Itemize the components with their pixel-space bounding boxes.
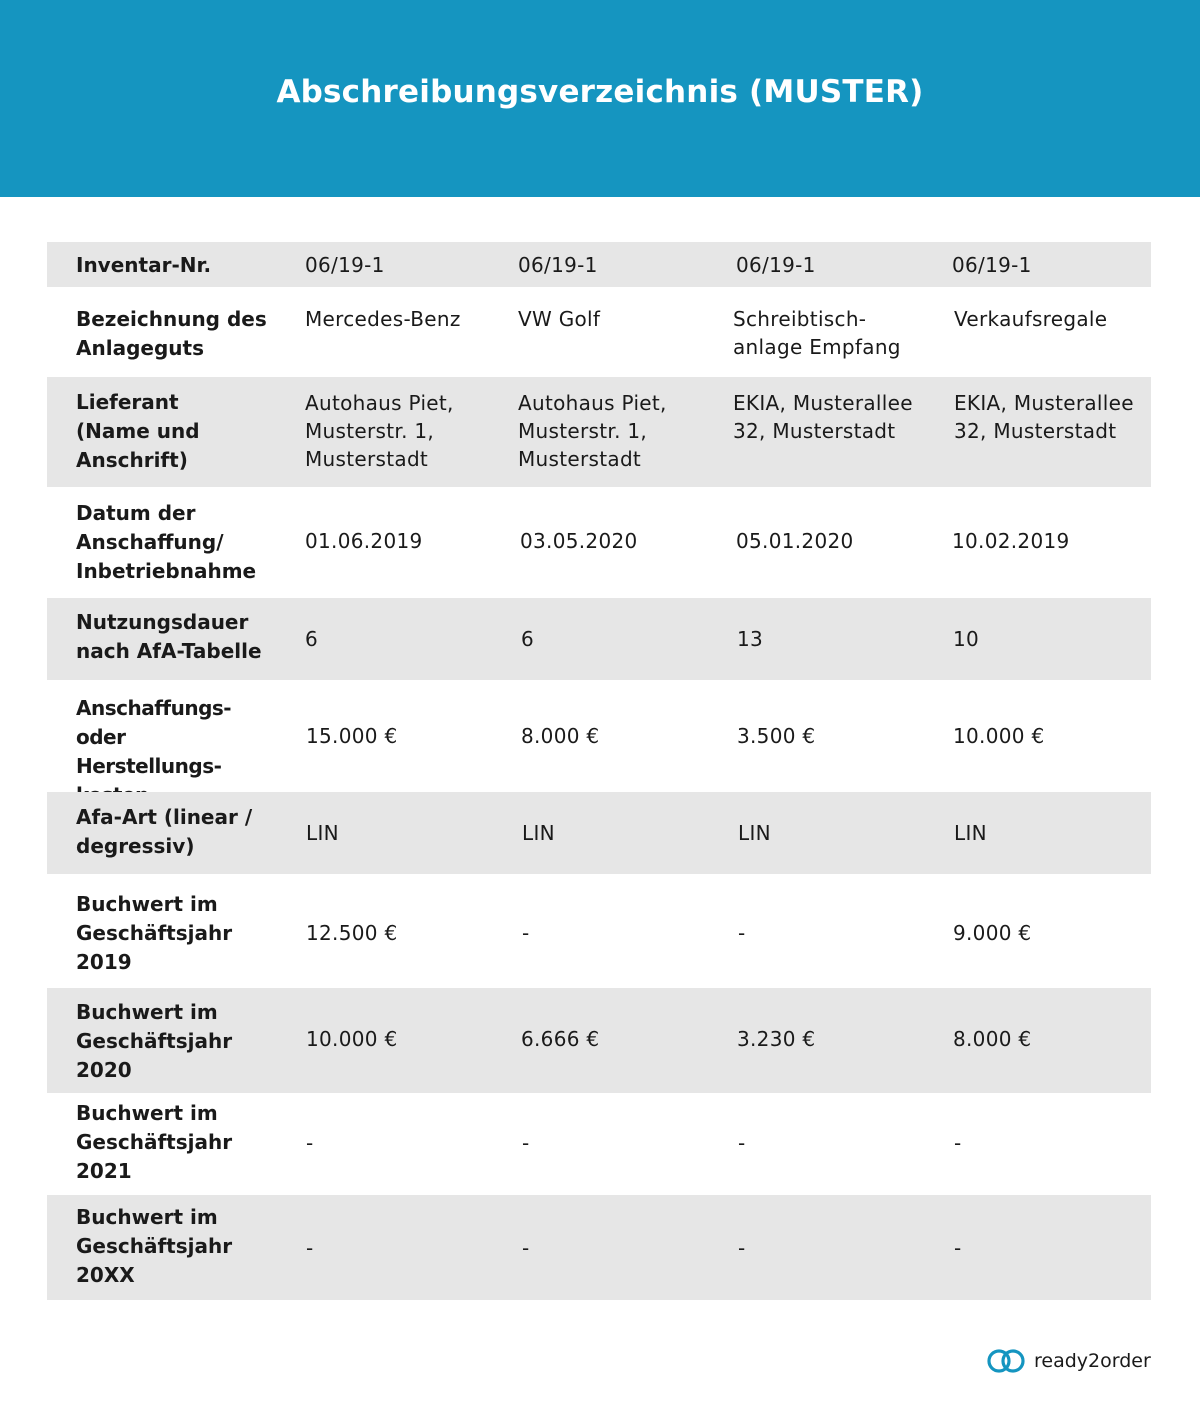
row-label: Lieferant (Name und Anschrift) — [76, 390, 200, 472]
table-cell: 13 — [737, 627, 764, 651]
table-cell: EKIA, Musterallee 32, Musterstadt — [954, 391, 1134, 443]
table-row — [47, 287, 1151, 377]
table-cell: 06/19-1 — [952, 253, 1032, 277]
table-cell: 10.000 € — [953, 724, 1045, 748]
row-label: Nutzungsdauer nach AfA-Tabelle — [76, 610, 262, 663]
table-cell: Autohaus Piet, Musterstr. 1, Musterstadt — [518, 391, 667, 471]
table-row — [47, 1195, 1151, 1300]
table-row — [47, 242, 1151, 287]
table-cell: LIN — [306, 821, 339, 845]
row-label: Datum der Anschaffung/ Inbetriebnahme — [76, 501, 257, 583]
brand-logo — [986, 1344, 1151, 1378]
table-cell: 6 — [521, 627, 535, 651]
table-cell: LIN — [954, 821, 987, 845]
table-cell: 06/19-1 — [736, 253, 816, 277]
table-cell: LIN — [738, 821, 771, 845]
table-cell: LIN — [522, 821, 555, 845]
table-cell: - — [522, 921, 530, 945]
table-cell: - — [738, 1131, 746, 1155]
table-row — [47, 792, 1151, 874]
page-title: Abschreibungsverzeichnis (MUSTER) — [276, 74, 924, 110]
row-label: Buchwert im Geschäftsjahr 2019 — [76, 892, 233, 974]
table-cell: 10.000 € — [306, 1027, 398, 1051]
table-cell: 01.06.2019 — [305, 529, 423, 553]
table-cell: 06/19-1 — [305, 253, 385, 277]
table-row — [47, 874, 1151, 988]
table-cell: 05.01.2020 — [736, 529, 854, 553]
row-label: Buchwert im Geschäftsjahr 20XX — [76, 1205, 233, 1287]
ready2order-logo-icon — [986, 1346, 1026, 1376]
table-cell: Verkaufsregale — [954, 307, 1108, 331]
table-row — [47, 988, 1151, 1093]
row-label: Bezeichnung des Anlageguts — [76, 307, 267, 360]
table-row — [47, 598, 1151, 680]
table-cell: Autohaus Piet, Musterstr. 1, Musterstadt — [305, 391, 454, 471]
table-cell: - — [522, 1236, 530, 1260]
table-cell: 03.05.2020 — [520, 529, 638, 553]
table-cell: - — [738, 921, 746, 945]
table-cell: 12.500 € — [306, 921, 398, 945]
row-label: Anschaffungs- oder Herstellungs- — [76, 696, 232, 778]
table-cell: VW Golf — [518, 307, 601, 331]
table-cell: 10.02.2019 — [952, 529, 1070, 553]
row-label: Inventar-Nr. — [76, 253, 212, 277]
table-row — [47, 1093, 1151, 1195]
table-cell: - — [306, 1236, 314, 1260]
row-label: Afa-Art (linear / degressiv) — [76, 805, 253, 858]
row-label: Buchwert im Geschäftsjahr 2021 — [76, 1101, 233, 1183]
table-cell: - — [306, 1131, 314, 1155]
table-cell: 10 — [953, 627, 980, 651]
table-cell: 3.230 € — [737, 1027, 816, 1051]
table-cell: 8.000 € — [953, 1027, 1032, 1051]
table-cell: - — [522, 1131, 530, 1155]
table-cell: 6 — [305, 627, 319, 651]
table-cell: 15.000 € — [306, 724, 398, 748]
table-cell: 06/19-1 — [518, 253, 598, 277]
table-cell: - — [954, 1131, 962, 1155]
row-label: Buchwert im Geschäftsjahr 2020 — [76, 1000, 233, 1082]
table-cell: 3.500 € — [737, 724, 816, 748]
table-row — [47, 487, 1151, 598]
table-cell: - — [954, 1236, 962, 1260]
brand-name: ready2order — [1034, 1350, 1151, 1372]
depreciation-table — [47, 242, 1151, 1300]
table-cell: 8.000 € — [521, 724, 600, 748]
table-cell: Mercedes-Benz — [305, 307, 461, 331]
table-cell: 9.000 € — [953, 921, 1032, 945]
table-cell: EKIA, Musterallee 32, Musterstadt — [733, 391, 913, 443]
table-row — [47, 680, 1151, 792]
table-row — [47, 377, 1151, 487]
table-cell: - — [738, 1236, 746, 1260]
table-cell: 6.666 € — [521, 1027, 600, 1051]
header-banner — [0, 0, 1200, 197]
table-cell: Schreibtisch-anlage Empfang — [733, 307, 901, 359]
